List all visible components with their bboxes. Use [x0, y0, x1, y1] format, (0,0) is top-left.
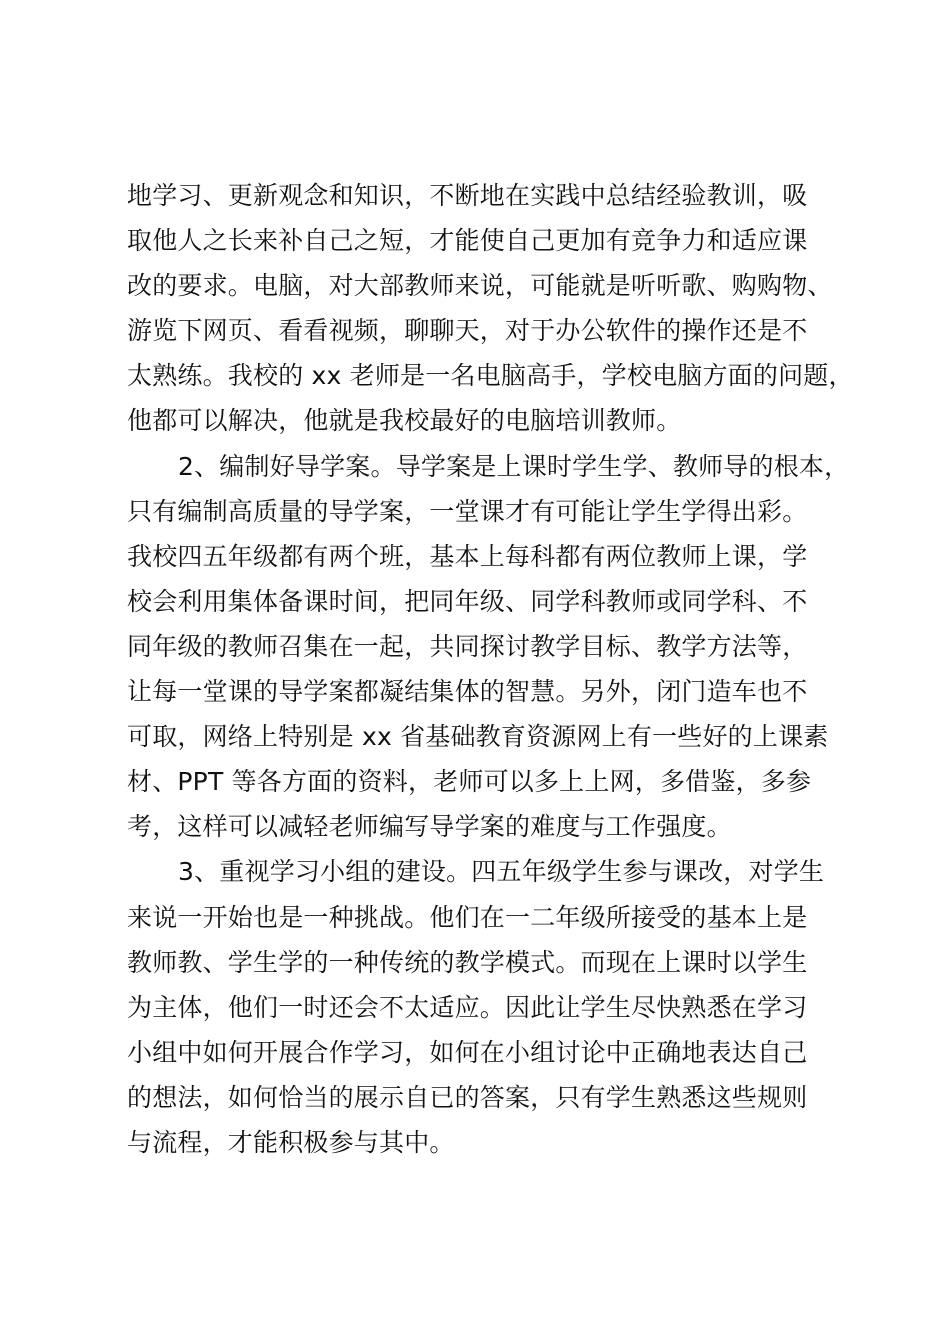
- text-line: 改的要求。电脑，对大部教师来说，可能就是听听歌、购购物、: [127, 271, 833, 301]
- body-text: [127, 173, 854, 1165]
- text-line: 为主体，他们一时还会不太适应。因此让学生尽快熟悉在学习: [127, 992, 808, 1022]
- text-line: 游览下网页、看看视频，聊聊天，对于办公软件的操作还是不: [127, 316, 808, 346]
- text-line: 教师教、学生学的一种传统的教学模式。而现在上课时以学生: [127, 947, 808, 977]
- text-line: 材、PPT 等各方面的资料，老师可以多上上网，多借鉴，多参: [127, 767, 812, 797]
- text-line: 取他人之长来补自己之短，才能使自己更加有竞争力和适应课: [127, 226, 808, 256]
- text-line: 考，这样可以减轻老师编写导学案的难度与工作强度。: [127, 812, 732, 842]
- text-line: 让每一堂课的导学案都凝结集体的智慧。另外，闭门造车也不: [127, 677, 808, 707]
- text-line: 同年级的教师召集在一起，共同探讨教学目标、教学方法等，: [127, 631, 808, 661]
- text-line: 太熟练。我校的 xx 老师是一名电脑高手，学校电脑方面的问题，: [127, 361, 854, 391]
- text-line: 2、编制好导学案。导学案是上课时学生学、教师导的根本，: [178, 451, 850, 481]
- text-line: 可取，网络上特别是 xx 省基础教育资源网上有一些好的上课素: [127, 722, 829, 752]
- text-line: 地学习、更新观念和知识，不断地在实践中总结经验教训，吸: [127, 181, 808, 210]
- paragraph-item-3: [127, 849, 847, 1165]
- text-line: 他都可以解决，他就是我校最好的电脑培训教师。: [127, 406, 682, 436]
- text-line: 与流程，才能积极参与其中。: [127, 1127, 455, 1157]
- paragraph-continuation: [127, 173, 854, 444]
- text-line: 的想法，如何恰当的展示自已的答案，只有学生熟悉这些规则: [127, 1082, 808, 1112]
- text-line: 只有编制高质量的导学案，一堂课才有可能让学生学得出彩。: [127, 496, 808, 526]
- text-line: 校会利用集体备课时间，把同年级、同学科教师或同学科、不: [127, 586, 808, 616]
- text-line: 我校四五年级都有两个班，基本上每科都有两位教师上课，学: [127, 541, 808, 571]
- text-line: 小组中如何开展合作学习，如何在小组讨论中正确地表达自己: [127, 1037, 808, 1067]
- text-line: 3、重视学习小组的建设。四五年级学生参与课改，对学生: [178, 857, 825, 887]
- paragraph-item-2: [127, 444, 850, 850]
- text-line: 来说一开始也是一种挑战。他们在一二年级所接受的基本上是: [127, 902, 808, 932]
